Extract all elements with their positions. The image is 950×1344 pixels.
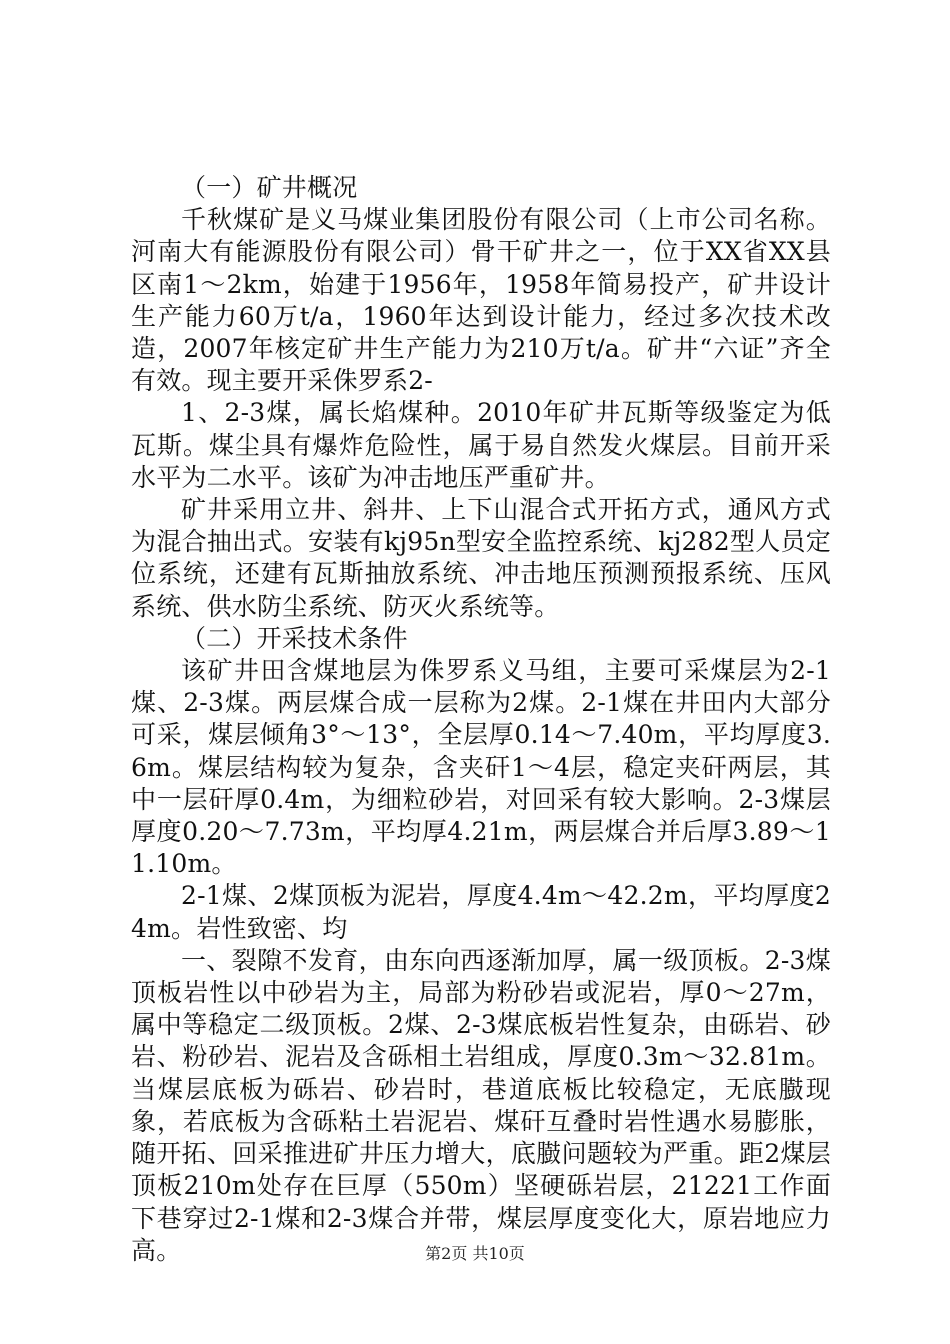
paragraph-coal-seams: 1、2-3煤，属长焰煤种。2010年矿井瓦斯等级鉴定为低瓦斯。煤尘具有爆炸危险性，属于易自然发火煤层。目前开采水平为二水平。该矿为冲击地压严重矿井。 [131,398,831,492]
paragraph-development-ventilation: 矿井采用立井、斜井、上下山混合式开拓方式，通风方式为混合抽出式。安装有kj95n型安全监控系统、kj282型人员定位系统，还建有瓦斯抽放系统、冲击地压预测预报系统、压风系统、供水防尘系统、防灭火系统等。 [131,495,831,621]
paragraph-roof-floor-details: 一、裂隙不发育，由东向西逐渐加厚，属一级顶板。2-3煤顶板岩性以中砂岩为主，局部为粉砂岩或泥岩，厚0～27m，属中等稳定二级顶板。2煤、2-3煤底板岩性复杂，由砾岩、砂岩、粉砂岩、泥岩及含砾相土岩组成，厚度0.3m～32.81m。当煤层底板为砾岩、砂岩时，巷道底板比较稳定，无底臌现象，若底板为含砾粘土岩泥岩、煤矸互叠时岩性遇水易膨胀，随开拓、回采推进矿井压力增大，底臌问题较为严重。距2煤层顶板210m处存在巨厚（550m）坚硬砾岩层，21221工作面下巷穿过2-1煤和2-3煤合并带，煤层厚度变化大，原岩地应力高。 [131,945,831,1265]
paragraph-roof-rock: 2-1煤、2煤顶板为泥岩，厚度4.4m～42.2m，平均厚度24m。岩性致密、均 [131,881,831,943]
section-heading-mining-conditions: （二）开采技术条件 [181,623,408,653]
paragraph-mine-intro: 千秋煤矿是义马煤业集团股份有限公司（上市公司名称。河南大有能源股份有限公司）骨干矿井之一，位于XX省XX县区南1～2km，始建于1956年，1958年简易投产，矿井设计生产能力60万t/a，1960年达到设计能力，经过多次技术改造，2007年核定矿井生产能力为210万t/a。矿井“六证”齐全有效。现主要开采侏罗系2- [131,205,831,396]
document-body [131,172,831,1267]
section-heading-mine-overview: （一）矿井概况 [181,173,358,202]
page-footer: 第2页 共10页 [425,1244,525,1263]
paragraph-coal-strata: 该矿井田含煤地层为侏罗系义马组，主要可采煤层为2-1煤、2-3煤。两层煤合成一层称为2煤。2-1煤在井田内大部分可采，煤层倾角3°～13°，全层厚0.14～7.40m，平均厚度3.6m。煤层结构较为复杂，含夹矸1～4层，稳定夹矸两层，其中一层矸厚0.4m，为细粒砂岩，对回采有较大影响。2-3煤层厚度0.20～7.73m，平均厚4.21m，两层煤合并后厚3.89～11.10m。 [131,656,831,879]
